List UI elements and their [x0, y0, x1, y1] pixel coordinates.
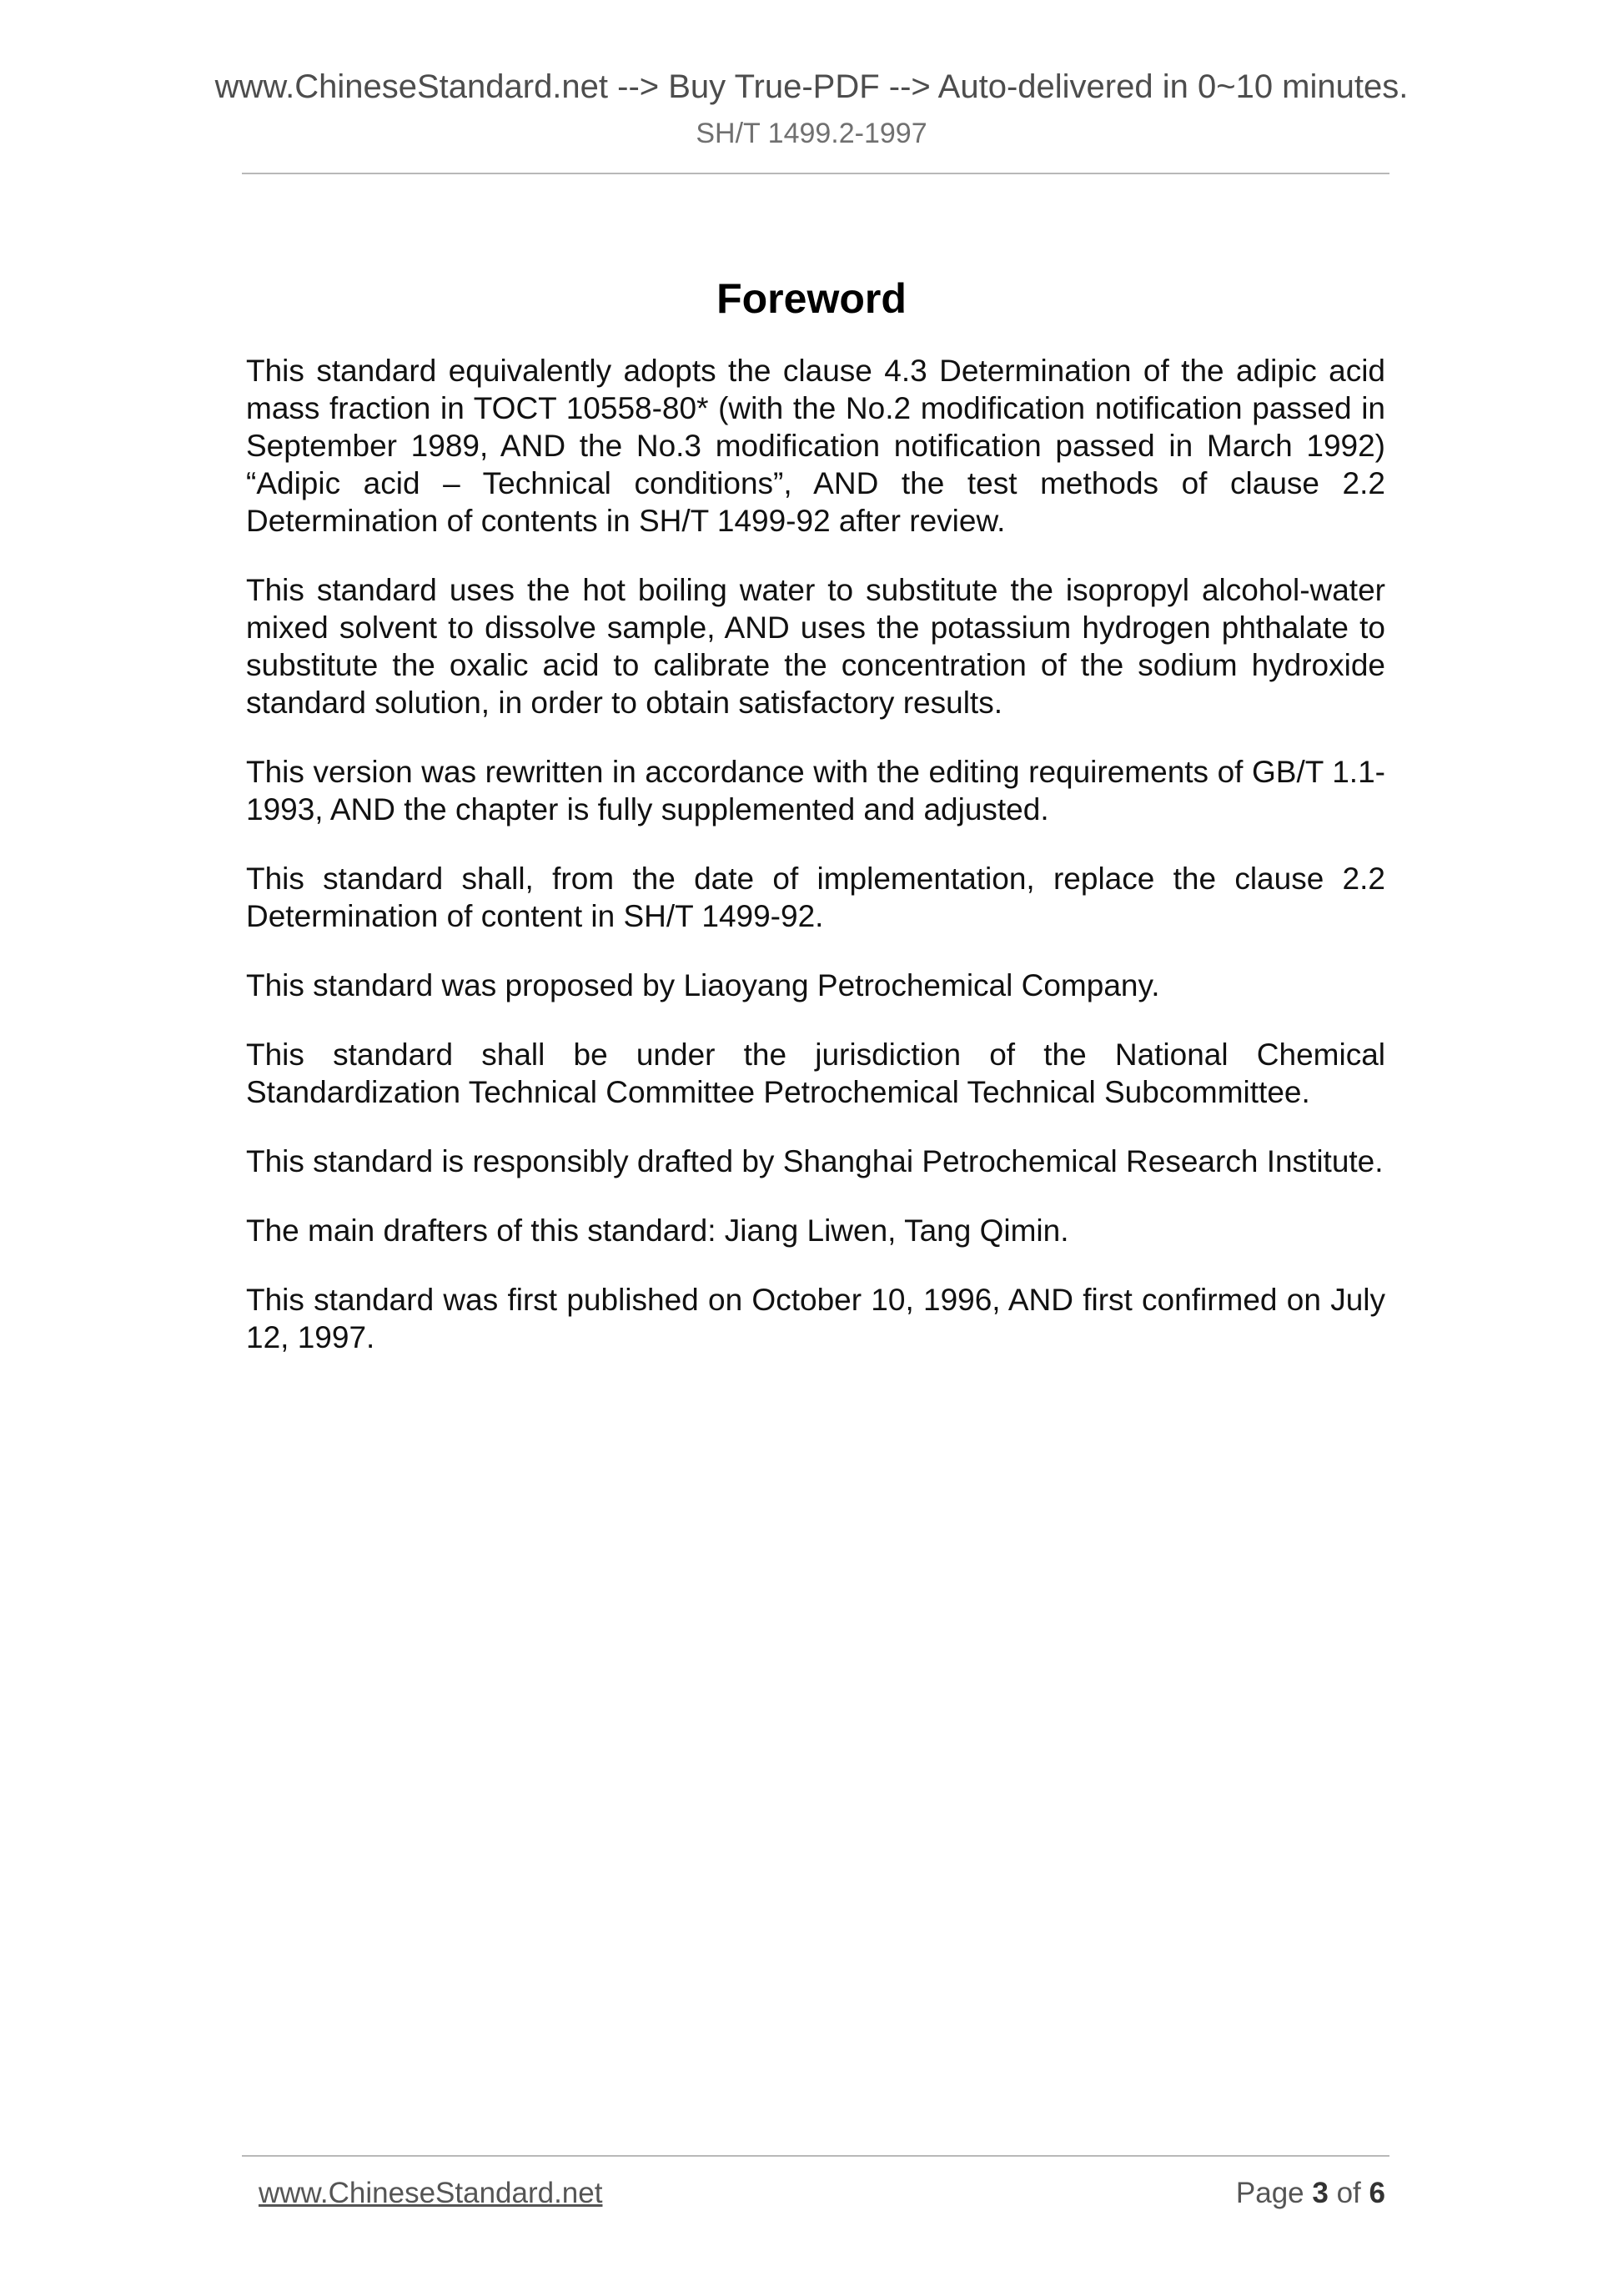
paragraph-drafters: The main drafters of this standard: Jiang Liwen, Tang Qimin.: [246, 1213, 1069, 1248]
paragraph-jurisdiction: This standard shall be under the jurisdiction of the National Chemical Standardization Technical Committee Petrochemical Technical Subcommittee.: [246, 1037, 1385, 1109]
paragraph-rewrite: This version was rewritten in accordance with the editing requirements of GB/T 1.1-1993, AND the chapter is fully supplemented and adjusted.: [246, 755, 1385, 826]
paragraph-proposer: This standard was proposed by Liaoyang Petrochemical Company.: [246, 968, 1160, 1002]
page-of: of: [1336, 2177, 1361, 2209]
paragraph-adoption: This standard equivalently adopts the clause 4.3 Determination of the adipic acid mass fraction in TOCT 10558-80* (with the No.2 modification notification passed in September 1989, AND the No.3 modification notification passed in March 1992) “Adipic acid – Technical conditions”, AND the test methods of clause 2.2 Determination of contents in SH/T 1499-92 after review.: [246, 354, 1385, 538]
page-title: Foreword: [716, 275, 907, 322]
footer-divider: [242, 2155, 1389, 2157]
header-divider: [242, 173, 1389, 174]
paragraph-drafting-unit: This standard is responsibly drafted by Shanghai Petrochemical Research Institute.: [246, 1144, 1384, 1178]
page-current: 3: [1312, 2177, 1329, 2209]
footer-site-link[interactable]: www.ChineseStandard.net: [259, 2177, 603, 2209]
page-total: 6: [1369, 2177, 1385, 2209]
header-banner: www.ChineseStandard.net --> Buy True-PDF --> Auto-delivered in 0~10 minutes.: [214, 68, 1409, 105]
paragraph-replacement: This standard shall, from the date of implementation, replace the clause 2.2 Determination of content in SH/T 1499-92.: [246, 862, 1385, 933]
document-code: SH/T 1499.2-1997: [696, 118, 927, 149]
page-prefix: Page: [1235, 2177, 1304, 2209]
foreword-body: [246, 352, 1385, 1388]
paragraph-publication: This standard was first published on October 10, 1996, AND first confirmed on July 12, 1997.: [246, 1283, 1385, 1354]
paragraph-method-changes: This standard uses the hot boiling water to substitute the isopropyl alcohol-water mixed solvent to dissolve sample, AND uses the potassium hydrogen phthalate to substitute the oxalic acid to calibrate the concentration of the sodium hydroxide standard solution, in order to obtain satisfactory results.: [246, 573, 1385, 720]
page-indicator: [1236, 2175, 1385, 2212]
